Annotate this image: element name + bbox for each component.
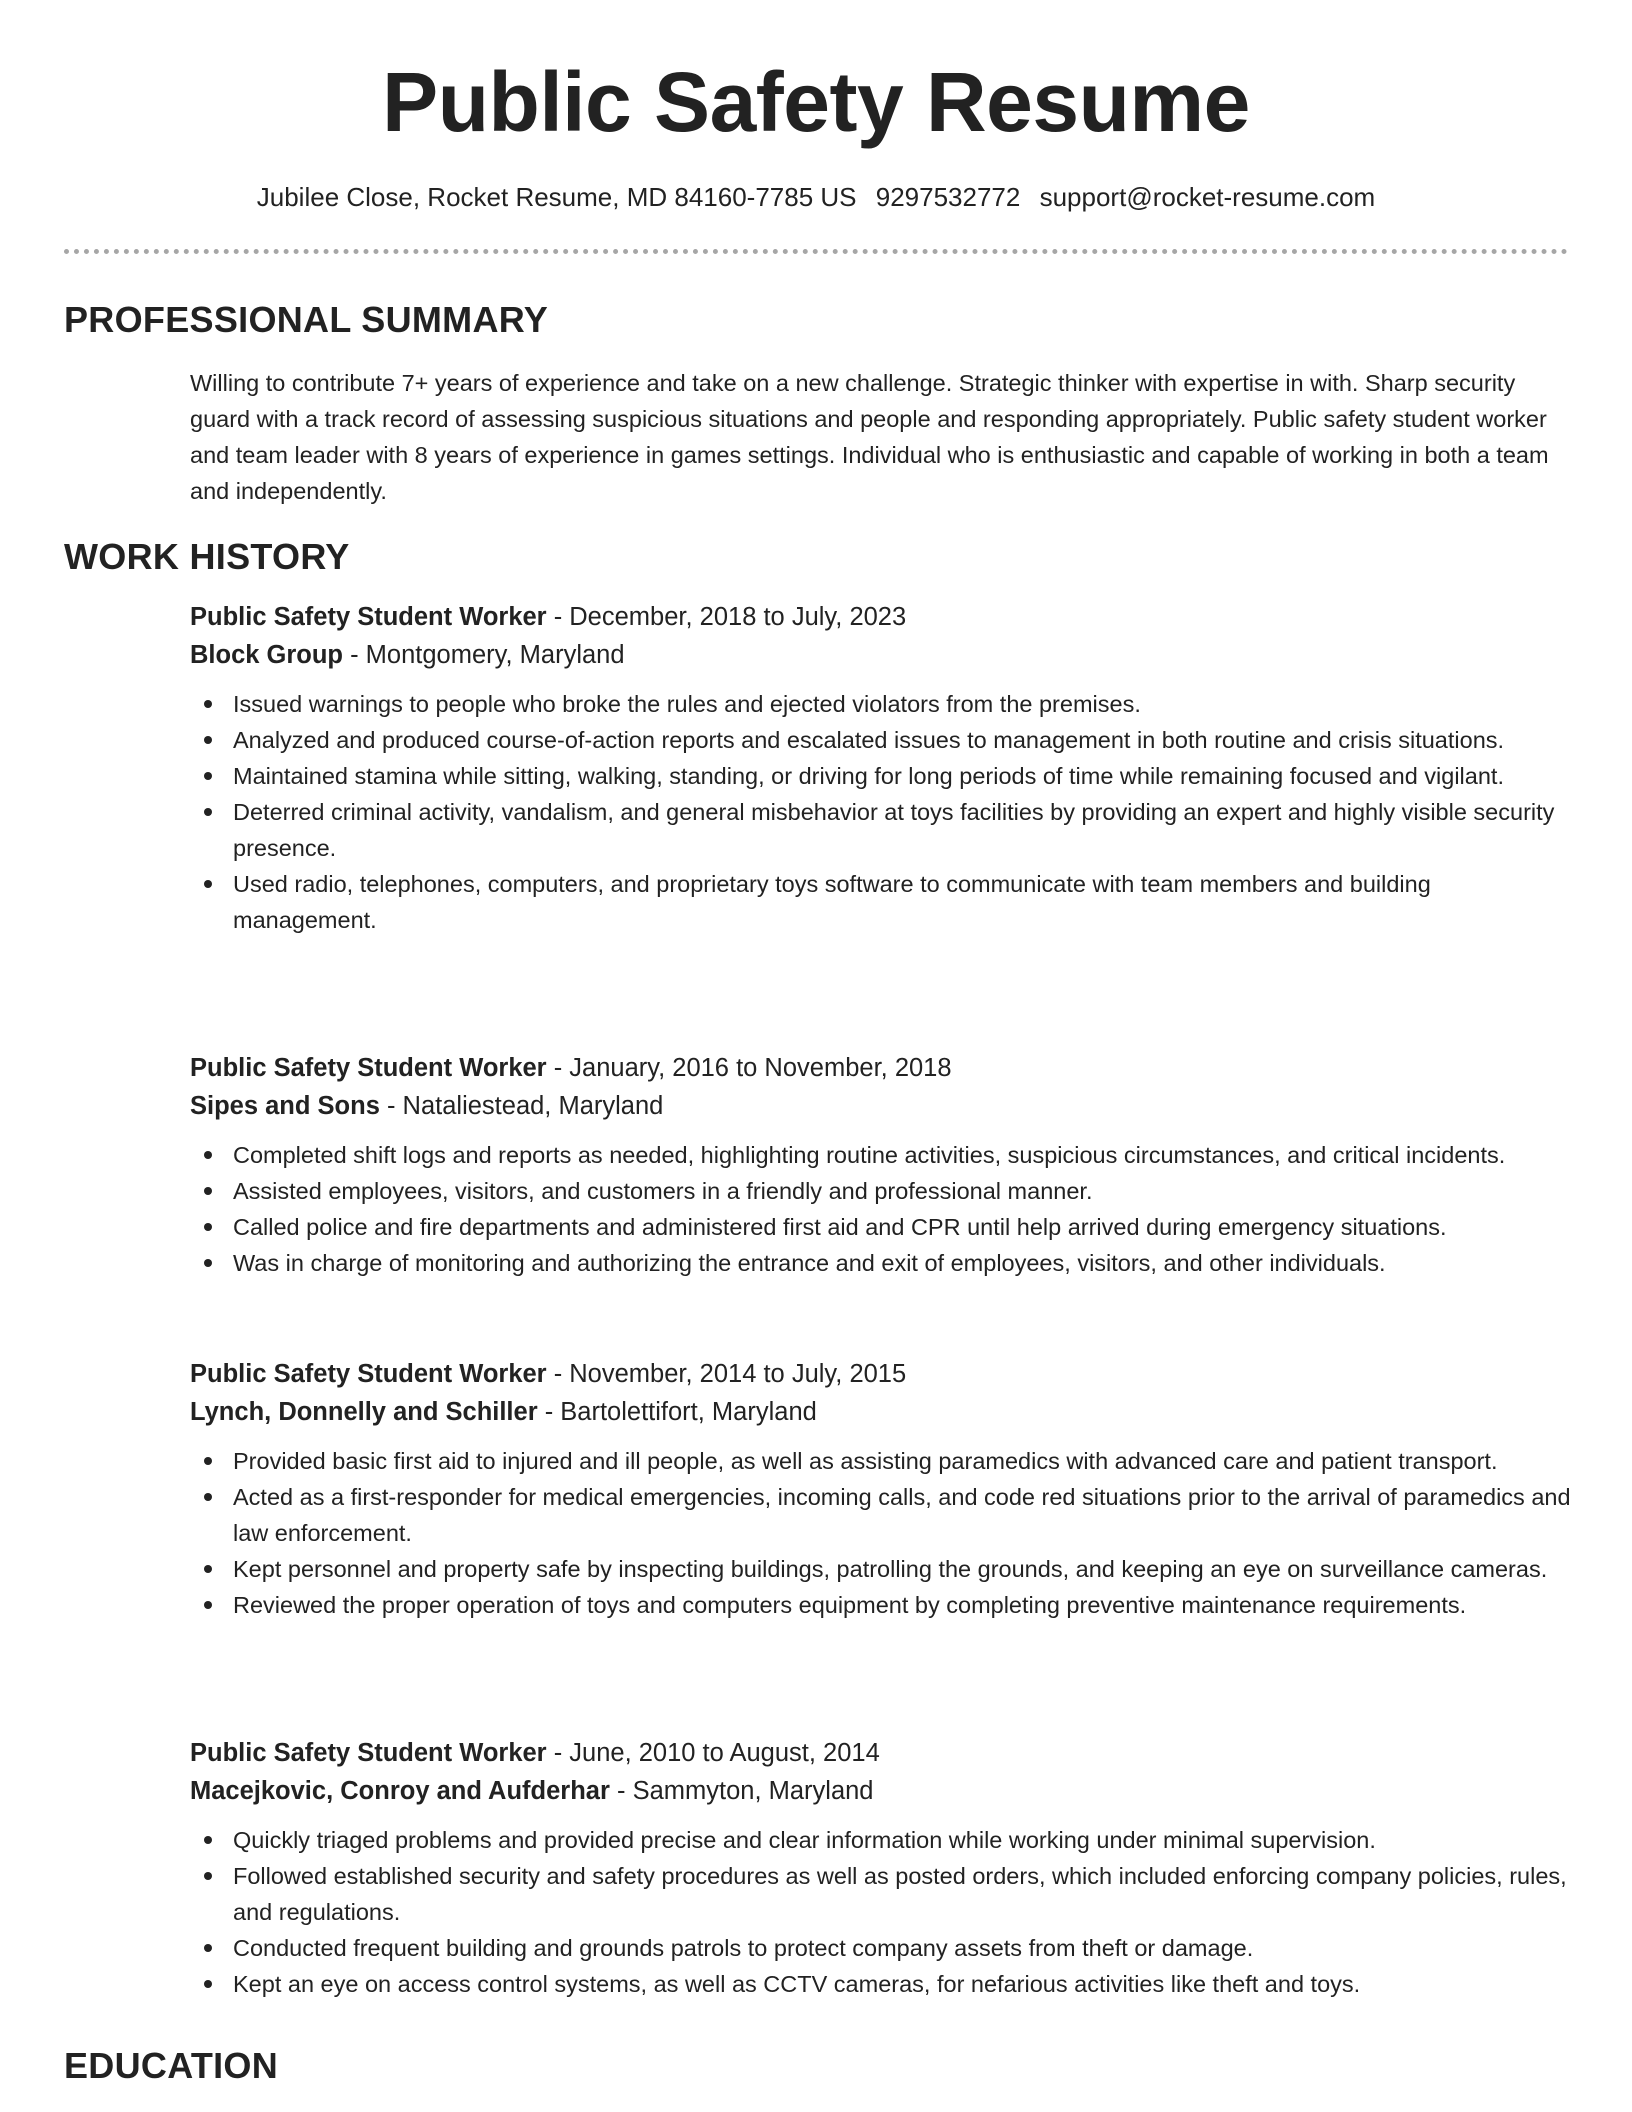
bullet-item: Reviewed the proper operation of toys and computers equipment by completing preventive maintenance requirements. xyxy=(190,1587,1580,1623)
job-dates: - November, 2014 to July, 2015 xyxy=(546,1360,907,1388)
job-role: Public Safety Student Worker xyxy=(190,1054,547,1082)
job-dates: - June, 2010 to August, 2014 xyxy=(546,1739,880,1767)
bullet-item: Used radio, telephones, computers, and proprietary toys software to communicate with team members and building management. xyxy=(190,866,1580,938)
bullet-item: Followed established security and safety procedures as well as posted orders, which included enforcing company policies, rules, and regulations. xyxy=(190,1858,1580,1930)
job-role: Public Safety Student Worker xyxy=(190,1739,547,1767)
work-history-heading: WORK HISTORY xyxy=(64,536,350,577)
bullet-item: Deterred criminal activity, vandalism, and general misbehavior at toys facilities by providing an expert and highly visible security presence. xyxy=(190,794,1580,866)
job-entry xyxy=(190,1049,1580,1281)
bullet-item: Was in charge of monitoring and authorizing the entrance and exit of employees, visitors, and other individuals. xyxy=(190,1245,1580,1281)
bullet-item: Assisted employees, visitors, and customers in a friendly and professional manner. xyxy=(190,1173,1580,1209)
bullet-item: Called police and fire departments and administered first aid and CPR until help arrived during emergency situations. xyxy=(190,1209,1580,1245)
bullet-item: Issued warnings to people who broke the rules and ejected violators from the premises. xyxy=(190,686,1580,722)
education-heading: EDUCATION xyxy=(64,2045,279,2086)
bullet-item: Quickly triaged problems and provided precise and clear information while working under minimal supervision. xyxy=(190,1822,1580,1858)
bullet-item: Kept an eye on access control systems, as well as CCTV cameras, for nefarious activities like theft and toys. xyxy=(190,1966,1580,2002)
contact-address: Jubilee Close, Rocket Resume, MD 84160-7785 US xyxy=(256,182,857,212)
header-divider xyxy=(64,249,1568,254)
job-company: Macejkovic, Conroy and Aufderhar xyxy=(190,1777,610,1805)
job-entry xyxy=(190,598,1580,938)
bullet-item: Provided basic first aid to injured and ill people, as well as assisting paramedics with advanced care and patient transport. xyxy=(190,1443,1580,1479)
job-bullets xyxy=(190,1822,1580,2002)
summary-text: Willing to contribute 7+ years of experience and take on a new challenge. Strategic thinker with expertise in with. Sharp security guard with a track record of assessing suspicious situations and people and responding appropriately. Public safety student worker and team leader with 8 years of experience in games settings. Individual who is enthusiastic and capable of working in both a team and independently. xyxy=(190,370,1549,504)
job-location: - Nataliestead, Maryland xyxy=(379,1092,664,1120)
contact-phone: 9297532772 xyxy=(875,182,1021,212)
job-company-line xyxy=(190,1087,1580,1125)
job-bullets xyxy=(190,1137,1580,1281)
job-bullets xyxy=(190,1443,1580,1623)
job-location: - Bartolettifort, Maryland xyxy=(537,1398,817,1426)
job-company: Block Group xyxy=(190,641,344,669)
job-dates: - January, 2016 to November, 2018 xyxy=(546,1054,952,1082)
summary-heading: PROFESSIONAL SUMMARY xyxy=(64,299,549,340)
bullet-item: Analyzed and produced course-of-action reports and escalated issues to management in both routine and crisis situations. xyxy=(190,722,1580,758)
bullet-item: Maintained stamina while sitting, walking, standing, or driving for long periods of time while remaining focused and vigilant. xyxy=(190,758,1580,794)
job-title-line xyxy=(190,598,1580,636)
job-title-line xyxy=(190,1049,1580,1087)
job-role: Public Safety Student Worker xyxy=(190,1360,547,1388)
job-company-line xyxy=(190,636,1580,674)
contact-line xyxy=(0,180,1632,214)
job-entry xyxy=(190,1355,1580,1623)
job-role: Public Safety Student Worker xyxy=(190,603,547,631)
bullet-item: Acted as a first-responder for medical emergencies, incoming calls, and code red situations prior to the arrival of paramedics and law enforcement. xyxy=(190,1479,1580,1551)
bullet-item: Kept personnel and property safe by inspecting buildings, patrolling the grounds, and keeping an eye on surveillance cameras. xyxy=(190,1551,1580,1587)
bullet-item: Completed shift logs and reports as needed, highlighting routine activities, suspicious circumstances, and critical incidents. xyxy=(190,1137,1580,1173)
job-location: - Montgomery, Maryland xyxy=(343,641,625,669)
resume-title: Public Safety Resume xyxy=(382,55,1250,149)
job-company: Lynch, Donnelly and Schiller xyxy=(190,1398,538,1426)
job-title-line xyxy=(190,1355,1580,1393)
job-company: Sipes and Sons xyxy=(190,1092,380,1120)
job-title-line xyxy=(190,1734,1580,1772)
contact-email: support@rocket-resume.com xyxy=(1039,182,1376,212)
job-entry xyxy=(190,1734,1580,2002)
job-dates: - December, 2018 to July, 2023 xyxy=(546,603,907,631)
job-company-line xyxy=(190,1393,1580,1431)
job-bullets xyxy=(190,686,1580,938)
job-company-line xyxy=(190,1772,1580,1810)
bullet-item: Conducted frequent building and grounds patrols to protect company assets from theft or damage. xyxy=(190,1930,1580,1966)
job-location: - Sammyton, Maryland xyxy=(609,1777,874,1805)
